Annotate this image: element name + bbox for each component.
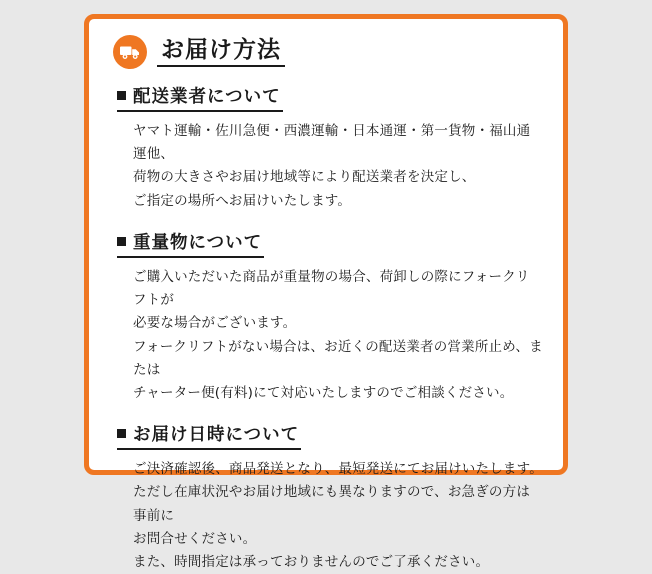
- section-heading: [117, 421, 301, 450]
- delivery-method-card: [84, 14, 568, 571]
- section-heading-label: 配送業者について: [133, 87, 281, 107]
- section-body: [133, 266, 543, 405]
- section-shipping-carriers: [109, 83, 543, 213]
- body-line: ご指定の場所へお届けいたします。: [133, 192, 352, 209]
- section-delivery-datetime: [109, 421, 543, 574]
- body-line: ご決済確認後、商品発送となり、最短発送にてお届けいたします。: [133, 461, 543, 478]
- section-heading: [117, 229, 264, 258]
- body-line: フォークリフトがない場合は、お近くの配送業者の営業所止め、または: [133, 338, 543, 378]
- section-body: [133, 458, 543, 574]
- bullet-square-icon: [117, 429, 126, 438]
- body-line: ヤマト運輸・佐川急便・西濃運輸・日本通運・第一貨物・福山通運他、: [133, 123, 531, 163]
- body-line: ただし在庫状況やお届け地域にも異なりますので、お急ぎの方は事前に: [133, 484, 531, 524]
- section-body: [133, 120, 543, 213]
- section-heading-label: 重量物について: [133, 232, 263, 253]
- bullet-square-icon: [117, 237, 126, 246]
- body-line: また、時間指定は承っておりませんのでご了承ください。: [133, 554, 490, 571]
- body-line: チャーター便(有料)にて対応いたしますのでご相談ください。: [133, 384, 514, 401]
- body-line: ご購入いただいた商品が重量物の場合、荷卸しの際にフォークリフトが: [133, 268, 530, 309]
- body-line: お問合せください。: [133, 530, 257, 547]
- section-heavy-items: [109, 229, 543, 405]
- page-title: お届け方法: [157, 37, 285, 67]
- section-heading-label: お届け日時について: [133, 425, 300, 446]
- card-title-row: [113, 35, 543, 69]
- body-line: 荷物の大きさやお届け地域等により配送業者を決定し、: [133, 169, 476, 186]
- body-line: 必要な場合がございます。: [133, 315, 297, 332]
- delivery-truck-icon: [113, 35, 147, 69]
- bullet-square-icon: [117, 91, 126, 100]
- section-heading: [117, 83, 283, 112]
